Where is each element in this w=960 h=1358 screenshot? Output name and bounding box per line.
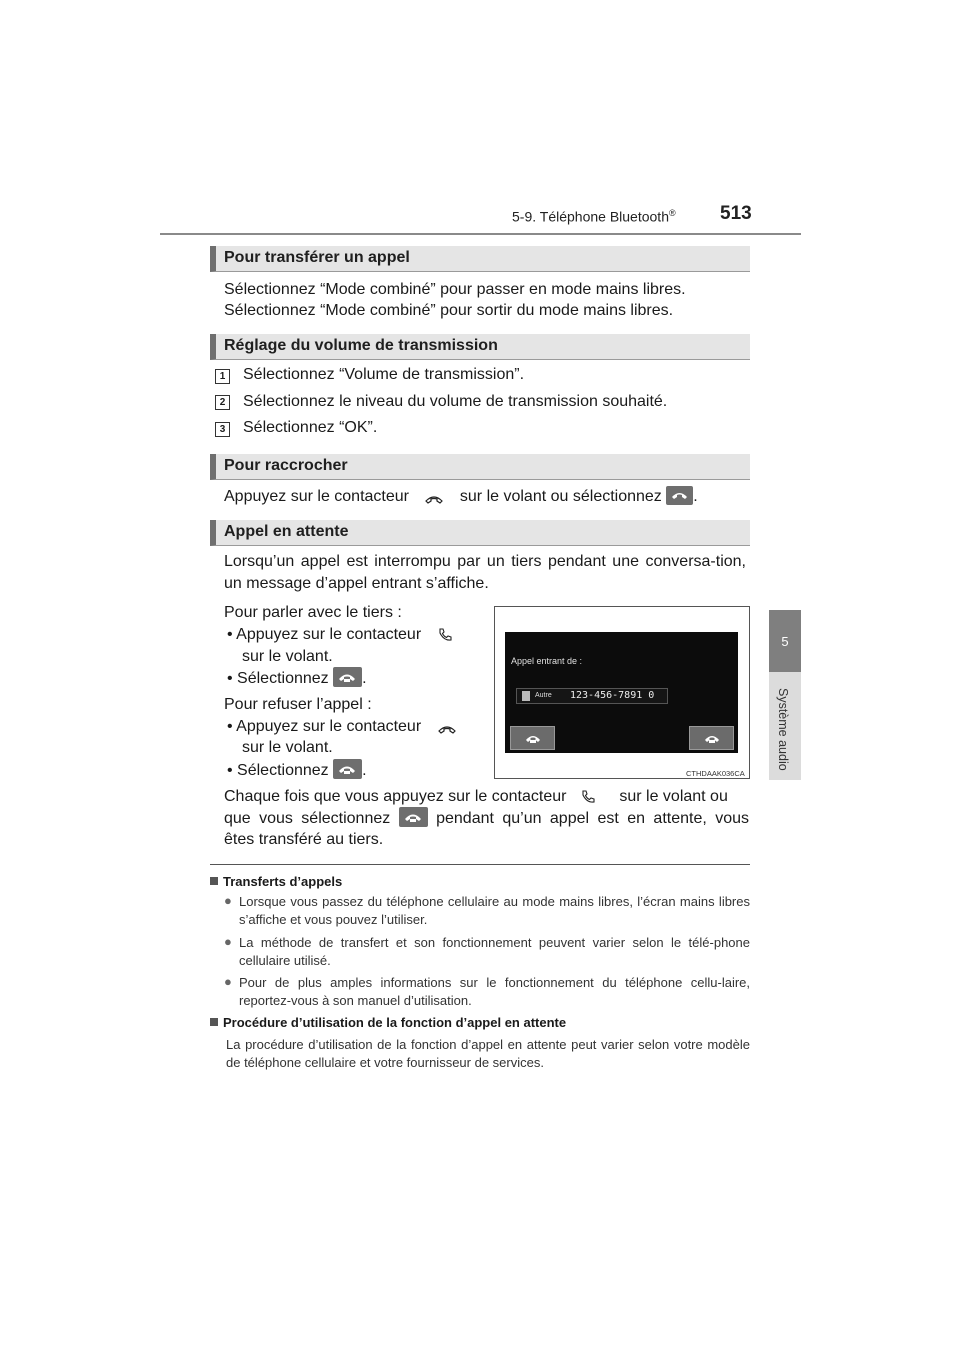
caller-number: 123-456-7891 0 bbox=[570, 690, 655, 701]
note-procedure-text: La procédure d’utilisation de la fonction d’appel en attente peut varier selon votre modèle de téléphone cellulaire et votre fournisseur de services. bbox=[226, 1037, 750, 1070]
note-bullet-1: Lorsque vous passez du téléphone cellulaire au mode mains libres, l’écran mains libres s’affiche et vous pouvez l’utiliser. bbox=[239, 894, 750, 927]
registered-mark: ® bbox=[668, 208, 676, 218]
chapter-tab bbox=[769, 610, 801, 672]
speak-label: Pour parler avec le tiers : bbox=[224, 604, 402, 621]
section-header-hangup bbox=[210, 454, 750, 480]
section-header-transfer bbox=[210, 246, 750, 272]
step-number-3: 3 bbox=[215, 422, 230, 437]
step-text-3: Sélectionnez “OK”. bbox=[243, 419, 378, 436]
section-title-waiting: Appel en attente bbox=[224, 523, 349, 540]
transfer-line-1: Sélectionnez “Mode combiné” pour passer en mode mains libres. bbox=[224, 281, 686, 298]
hang-up-button-icon bbox=[666, 486, 693, 505]
circle-bullet-icon: ● bbox=[224, 934, 232, 949]
refuse-label: Pour refuser l’appel : bbox=[224, 696, 372, 713]
hangup-text-end: . bbox=[693, 488, 698, 505]
note-bullet-3: Pour de plus amples informations sur le fonctionnement du téléphone cellu-laire, reportez-vous à son manuel d’utilisation. bbox=[239, 975, 750, 1008]
speak-bullet-2-period: . bbox=[362, 670, 367, 687]
step-text-1: Sélectionnez “Volume de transmission”. bbox=[243, 366, 525, 383]
refuse-bullet-2-text: • Sélectionnez bbox=[227, 762, 329, 779]
notes-rule bbox=[210, 864, 750, 865]
step-text-2: Sélectionnez le niveau du volume de transmission souhaité. bbox=[243, 393, 668, 410]
step-number-1: 1 bbox=[215, 369, 230, 384]
each-time-a: Chaque fois que vous appuyez sur le contacteur bbox=[224, 788, 567, 805]
transfer-line-2: Sélectionnez “Mode combiné” pour sortir du mode mains libres. bbox=[224, 302, 674, 319]
section-title: 5-9. Téléphone Bluetooth bbox=[512, 208, 669, 225]
section-title-transfer: Pour transférer un appel bbox=[224, 249, 410, 266]
hang-up-switch-icon-2 bbox=[438, 719, 456, 741]
refuse-bullet-2 bbox=[227, 759, 367, 782]
hangup-text-b: sur le volant ou sélectionnez bbox=[459, 488, 662, 505]
contact-type: Autre bbox=[535, 692, 552, 699]
header-rule bbox=[160, 233, 801, 235]
each-time-d: pendant qu’un appel est en attente, vous bbox=[436, 810, 750, 827]
note-heading-transfers-text: Transferts d’appels bbox=[223, 874, 343, 889]
phone-switch-icon bbox=[438, 627, 452, 649]
select-button-icon bbox=[399, 807, 428, 827]
hangup-text-a: Appuyez sur le contacteur bbox=[224, 488, 409, 505]
note-bullet-2: La méthode de transfert et son fonctionnement peuvent varier selon le télé-phone cellulaire utilisé. bbox=[239, 935, 750, 968]
each-time-line-3: êtes transféré au tiers. bbox=[224, 831, 384, 848]
square-bullet-icon bbox=[210, 1018, 218, 1026]
section-header-waiting bbox=[210, 520, 750, 546]
answer-button-icon bbox=[333, 667, 362, 687]
waiting-intro: Lorsqu’un appel est interrompu par un tiers pendant une conversa-tion, un message d’appel entrant s’affiche. bbox=[224, 553, 746, 592]
speak-bullet-1-text: • Appuyez sur le contacteur bbox=[227, 626, 422, 643]
square-bullet-icon bbox=[210, 877, 218, 885]
refuse-bullet-2-period: . bbox=[362, 762, 367, 779]
screen-title: Appel entrant de : bbox=[511, 656, 583, 666]
section-header-volume bbox=[210, 334, 750, 360]
note-heading-procedure-text: Procédure d’utilisation de la fonction d’appel en attente bbox=[223, 1015, 567, 1030]
section-title-hangup: Pour raccrocher bbox=[224, 457, 348, 474]
hangup-paragraph bbox=[224, 486, 754, 511]
each-time-line-2 bbox=[224, 807, 749, 830]
chapter-label: Système audio bbox=[776, 688, 790, 771]
decline-button-icon bbox=[333, 759, 362, 779]
refuse-bullet-1-cont: sur le volant. bbox=[242, 739, 333, 756]
circle-bullet-icon: ● bbox=[224, 893, 232, 908]
answer-icon bbox=[525, 732, 541, 744]
speak-bullet-2-text: • Sélectionnez bbox=[227, 670, 329, 687]
note-heading-procedure bbox=[210, 1015, 566, 1030]
speak-bullet-1-cont: sur le volant. bbox=[242, 648, 333, 665]
each-time-b: sur le volant ou bbox=[619, 788, 728, 805]
figure-code: CTHDAAK036CA bbox=[686, 769, 745, 778]
refuse-bullet-1-text: • Appuyez sur le contacteur bbox=[227, 718, 422, 735]
each-time-c: que vous sélectionnez bbox=[224, 810, 391, 827]
screen-answer-button bbox=[510, 726, 555, 750]
step-number-2: 2 bbox=[215, 395, 230, 410]
decline-icon bbox=[704, 732, 720, 744]
speak-bullet-2 bbox=[227, 667, 367, 690]
page-number: 513 bbox=[720, 203, 752, 224]
contact-icon bbox=[522, 691, 530, 701]
hang-up-switch-icon bbox=[425, 489, 443, 511]
screen-decline-button bbox=[689, 726, 734, 750]
chapter-number: 5 bbox=[781, 633, 789, 649]
running-header bbox=[512, 208, 676, 225]
section-title-volume: Réglage du volume de transmission bbox=[224, 337, 498, 354]
note-heading-transfers bbox=[210, 874, 342, 889]
circle-bullet-icon: ● bbox=[224, 974, 232, 989]
